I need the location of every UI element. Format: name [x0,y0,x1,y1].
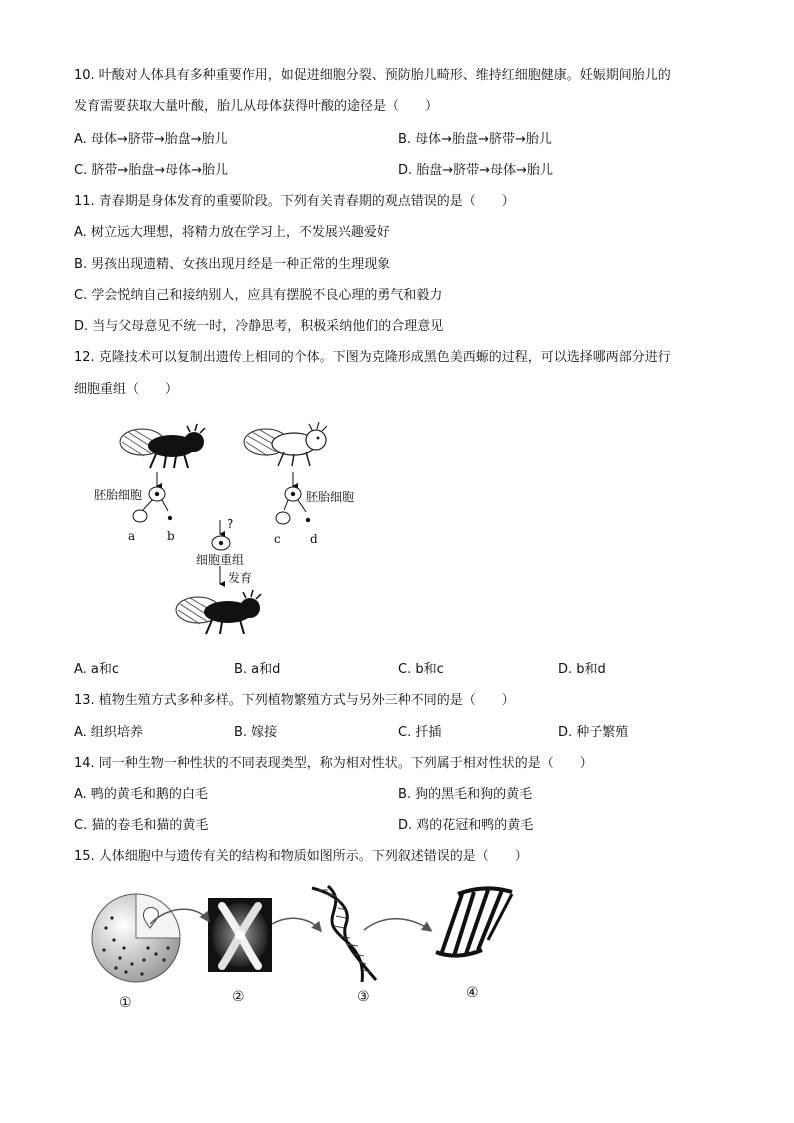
q12-option-d[interactable]: D. b和d [558,662,606,677]
q10-option-b[interactable]: B. 母体→胎盘→脐带→胎儿 [398,132,552,147]
label-a: a [128,529,136,543]
q14-option-c[interactable]: C. 猫的卷毛和猫的黄毛 [74,818,209,833]
q11-stem: 11. 青春期是身体发育的重要阶段。下列有关青春期的观点错误的是（ ） [74,194,515,209]
q13-stem: 13. 植物生殖方式多种多样。下列植物繁殖方式与另外三种不同的是（ ） [74,693,515,708]
q12-option-a[interactable]: A. a和c [74,662,120,677]
q12-stem-line1: 12. 克隆技术可以复制出遗传上相同的个体。下图为克隆形成黑色美西螈的过程，可以选择哪两部分进行 [74,350,671,365]
q14-option-b[interactable]: B. 狗的黑毛和狗的黄毛 [398,787,533,802]
label-structure-3: ③ [357,989,370,1005]
label-structure-2: ② [232,989,245,1005]
label-d: d [310,532,318,546]
q12-stem-line2: 细胞重组（ ） [74,382,179,397]
q10-option-d[interactable]: D. 胎盘→脐带→母体→胎儿 [398,163,553,178]
q14-stem: 14. 同一种生物一种性状的不同表现类型，称为相对性状。下列属于相对性状的是（ ） [74,756,593,771]
q10-stem-line1: 10. 叶酸对人体具有多种重要作用，如促进细胞分裂、预防胎儿畸形、维持红细胞健康。妊娠期间胎儿的 [74,68,671,83]
q10-option-a[interactable]: A. 母体→脐带→胎盘→胎儿 [74,132,228,147]
label-cell-recombination: 细胞重组 [196,553,245,567]
label-embryo-cell-left: 胚胎细胞 [94,488,143,502]
q11-option-a[interactable]: A. 树立远大理想，将精力放在学习上，不发展兴趣爱好 [74,225,390,240]
q11-option-b[interactable]: B. 男孩出现遗精、女孩出现月经是一种正常的生理现象 [74,257,391,272]
label-embryo-cell-right: 胚胎细胞 [306,490,355,504]
q11-option-d[interactable]: D. 当与父母意见不统一时，冷静思考，积极采纳他们的合理意见 [74,319,444,334]
q13-option-b[interactable]: B. 嫁接 [234,725,278,740]
q10-stem-line2: 发育需要获取大量叶酸，胎儿从母体获得叶酸的途径是（ ） [74,99,439,114]
label-structure-1: ① [119,995,132,1011]
q12-option-b[interactable]: B. a和d [234,662,281,677]
label-structure-4: ④ [466,985,479,1001]
q11-option-c[interactable]: C. 学会悦纳自己和接纳别人，应具有摆脱不良心理的勇气和毅力 [74,288,443,303]
q14-option-d[interactable]: D. 鸡的花冠和鸭的黄毛 [398,818,534,833]
label-b: b [167,529,175,543]
q12-option-c[interactable]: C. b和c [398,662,444,677]
q10-option-c[interactable]: C. 脐带→胎盘→母体→胎儿 [74,163,229,178]
q13-option-d[interactable]: D. 种子繁殖 [558,725,629,740]
q15-stem: 15. 人体细胞中与遗传有关的结构和物质如图所示。下列叙述错误的是（ ） [74,849,528,864]
q13-option-c[interactable]: C. 扦插 [398,725,442,740]
label-question-mark: ? [227,517,234,531]
label-c: c [274,532,281,546]
label-development: 发育 [228,571,253,585]
q13-option-a[interactable]: A. 组织培养 [74,725,143,740]
q14-option-a[interactable]: A. 鸭的黄毛和鹅的白毛 [74,787,208,802]
